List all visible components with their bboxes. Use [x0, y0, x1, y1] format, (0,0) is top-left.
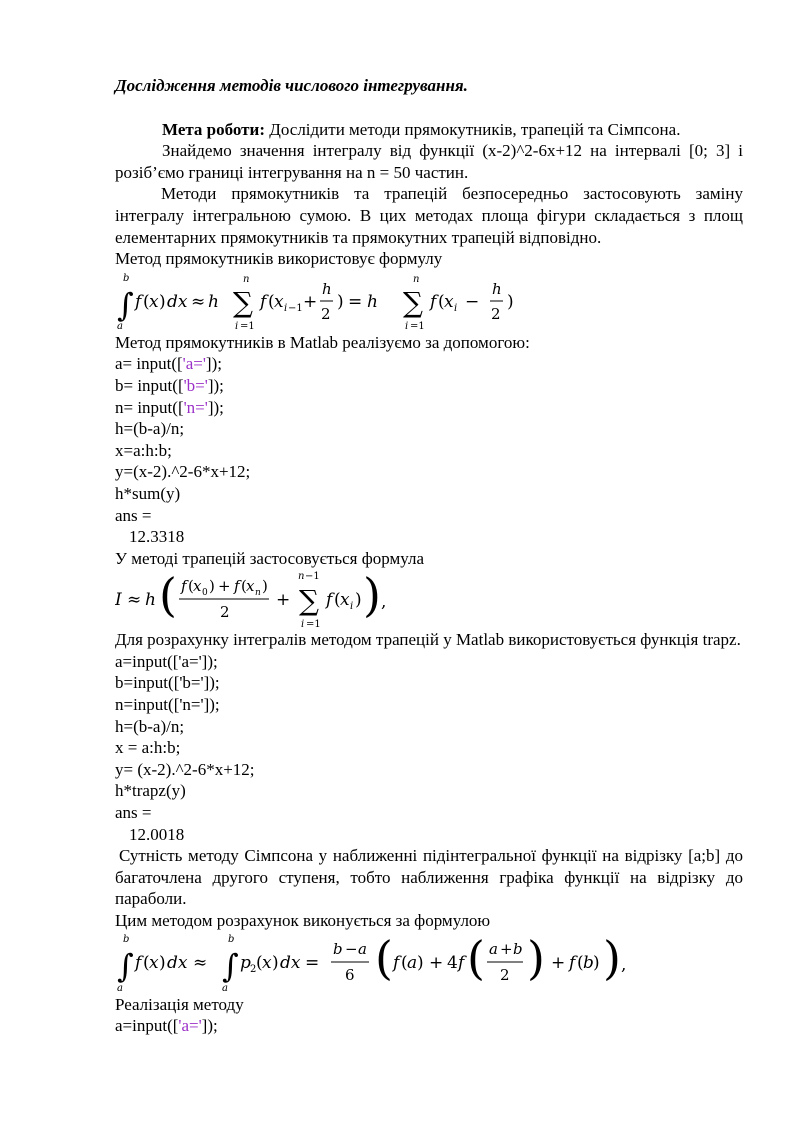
svg-text:2: 2	[220, 603, 230, 622]
svg-text:(: (	[159, 569, 177, 623]
svg-text:≈: ≈	[127, 590, 142, 611]
svg-text:(: (	[143, 952, 150, 973]
svg-text:=1: =1	[410, 320, 425, 332]
svg-text:a: a	[489, 939, 498, 958]
svg-text:n: n	[243, 273, 250, 285]
svg-text:b: b	[333, 939, 343, 958]
svg-text:4: 4	[447, 952, 458, 973]
svg-text:i: i	[235, 320, 239, 332]
rect-code-block	[115, 353, 743, 547]
svg-text:i: i	[284, 302, 288, 314]
code-line: ans =	[115, 505, 152, 525]
rect-result: 12.3318	[129, 527, 185, 547]
trap-formula	[115, 569, 743, 629]
svg-text:,: ,	[621, 954, 627, 975]
svg-text:(: (	[438, 291, 445, 312]
svg-text:(: (	[467, 931, 485, 985]
svg-text:x: x	[274, 291, 284, 312]
svg-text:∫: ∫	[117, 946, 134, 985]
svg-text:(: (	[375, 931, 393, 985]
svg-text:a: a	[117, 320, 123, 332]
svg-text:dx: dx	[280, 952, 301, 973]
code-line: y= (x-2).^2-6*x+12;	[115, 759, 255, 779]
code-line: n=input(['n=']);	[115, 695, 220, 715]
rect-matlab-intro: Метод прямокутників в Matlab реалізуємо за допомогою:	[115, 332, 530, 352]
code-line: x = a:h:b;	[115, 738, 181, 758]
svg-text:f: f	[234, 577, 240, 596]
svg-text:(: (	[188, 577, 194, 596]
intro-paragraph: Знайдемо значення інтегралу від функції (x-2)^2-6x+12 на інтервалі [0; 3] і розіб’ємо границі інтегрування на n = 50 частин.	[115, 141, 743, 182]
svg-text:): )	[272, 952, 279, 973]
svg-text:h: h	[208, 291, 219, 312]
svg-text:x: x	[149, 291, 159, 312]
code-line: a=input(['a=']);	[115, 651, 218, 671]
rect-formula	[115, 270, 743, 332]
svg-text:∑: ∑	[233, 285, 253, 319]
trap-code-block	[115, 651, 743, 845]
svg-text:=1: =1	[306, 619, 321, 630]
code-line: a= input(['a=']);	[115, 354, 222, 374]
trap-result: 12.0018	[129, 824, 185, 844]
svg-text:,: ,	[381, 592, 387, 613]
svg-text:h: h	[145, 590, 156, 611]
svg-text:∑: ∑	[403, 285, 423, 319]
impl-label: Реалізація методу	[115, 994, 244, 1014]
document-page	[115, 75, 743, 1037]
svg-text:(: (	[577, 952, 584, 973]
goal-text: Дослідити методи прямокутників, трапецій та Сімпсона.	[265, 119, 681, 139]
svg-text:): )	[417, 952, 424, 973]
svg-text:+: +	[551, 952, 566, 973]
svg-text:): )	[209, 577, 215, 596]
svg-text:n: n	[298, 571, 305, 583]
svg-text:+: +	[303, 291, 318, 312]
svg-text:+: +	[276, 590, 291, 611]
svg-text:): )	[363, 569, 381, 623]
svg-text:n: n	[413, 273, 420, 285]
trap-text: Для розрахунку інтегралів методом трапецій у Matlab використовується функція trapz.	[115, 630, 741, 650]
simpson-formula-intro: Цим методом розрахунок виконується за формулою	[115, 911, 491, 930]
svg-text:): )	[593, 952, 600, 973]
svg-text:x: x	[444, 291, 454, 312]
svg-text:2: 2	[491, 304, 501, 323]
svg-text:(: (	[334, 590, 341, 611]
svg-text:+: +	[500, 939, 513, 958]
svg-text:b: b	[123, 933, 130, 945]
svg-text:dx: dx	[167, 952, 188, 973]
svg-text:i: i	[405, 320, 409, 332]
goal-paragraph	[115, 119, 743, 141]
svg-text:(: (	[268, 291, 275, 312]
svg-text:(: (	[241, 577, 247, 596]
code-line: x=a:h:b;	[115, 440, 172, 460]
svg-text:I: I	[115, 590, 122, 611]
svg-text:): )	[262, 577, 268, 596]
svg-text:=1: =1	[240, 320, 255, 332]
svg-text:≈: ≈	[193, 952, 208, 973]
svg-text:a: a	[358, 939, 367, 958]
svg-text:f: f	[135, 291, 142, 312]
svg-text:6: 6	[345, 965, 355, 984]
code-line: b= input(['b=']);	[115, 375, 224, 395]
methods-paragraph: Методи прямокутників та трапецій безпосередньо застосовують заміну інтегралу інтегральною сумою. В цих методах площа фігури складається з площ елементарних прямокутників та прямокутних трапецій відповідно.	[115, 184, 743, 247]
svg-text:f: f	[393, 952, 400, 973]
svg-text:): )	[603, 931, 621, 985]
svg-text:f: f	[135, 952, 142, 973]
svg-text:0: 0	[202, 588, 208, 599]
code-line: h*sum(y)	[115, 483, 181, 503]
svg-text:−1: −1	[288, 302, 303, 314]
svg-text:(: (	[256, 952, 263, 973]
svg-text:x: x	[149, 952, 159, 973]
svg-text:b: b	[583, 952, 594, 973]
code-line: ans =	[115, 803, 152, 823]
svg-text:+: +	[218, 577, 231, 596]
svg-text:=: =	[348, 291, 363, 312]
svg-text:h: h	[367, 291, 378, 312]
code-line: n= input(['n=']);	[115, 397, 224, 417]
trap-formula-intro: У методі трапецій застосовується формула	[115, 548, 425, 568]
goal-label: Мета роботи:	[162, 119, 265, 139]
svg-text:−: −	[465, 291, 480, 312]
svg-text:a: a	[117, 982, 123, 994]
code-line: h=(b-a)/n;	[115, 419, 185, 439]
svg-text:a: a	[222, 982, 228, 994]
svg-text:−: −	[345, 939, 358, 958]
code-line: h=(b-a)/n;	[115, 716, 185, 736]
svg-text:2: 2	[250, 963, 257, 975]
simpson-text: Сутність методу Сімпсона у наближенні підінтегральної функції на відрізку [a;b] до багаточлена другого ступеня, тобто наближення графіка функції на відрізку до параболи.	[115, 846, 743, 909]
svg-text:): )	[159, 952, 166, 973]
svg-text:): )	[527, 931, 545, 985]
svg-text:∫: ∫	[222, 946, 239, 985]
svg-text:f: f	[181, 577, 187, 596]
svg-text:i: i	[301, 619, 305, 630]
svg-text:): )	[337, 291, 344, 312]
svg-text:(: (	[401, 952, 408, 973]
svg-text:+: +	[429, 952, 444, 973]
code-line: y=(x-2).^2-6*x+12;	[115, 462, 251, 482]
code-line: h*trapz(y)	[115, 781, 186, 801]
svg-text:x: x	[340, 590, 350, 611]
svg-text:b: b	[123, 272, 130, 284]
svg-text:f: f	[260, 291, 267, 312]
svg-text:f: f	[569, 952, 576, 973]
svg-text:i: i	[454, 302, 458, 314]
code-line: a=input(['a=']);	[115, 1016, 218, 1036]
svg-text:x: x	[262, 952, 272, 973]
document-title: Дослідження методів числового інтегрування.	[115, 76, 468, 95]
svg-text:n: n	[255, 588, 261, 599]
svg-text:≈: ≈	[191, 291, 206, 312]
svg-text:h: h	[492, 279, 502, 298]
rect-formula-intro: Метод прямокутників використовує формулу	[115, 249, 443, 269]
svg-text:h: h	[322, 279, 332, 298]
svg-text:=: =	[305, 952, 320, 973]
svg-text:x: x	[246, 577, 255, 596]
svg-text:dx: dx	[167, 291, 188, 312]
svg-text:b: b	[228, 933, 235, 945]
svg-text:): )	[355, 590, 362, 611]
svg-text:∑: ∑	[299, 584, 319, 618]
svg-text:f: f	[430, 291, 437, 312]
svg-text:b: b	[513, 939, 523, 958]
svg-text:x: x	[193, 577, 202, 596]
svg-text:f: f	[458, 952, 465, 973]
svg-text:2: 2	[321, 304, 331, 323]
svg-text:a: a	[407, 952, 418, 973]
svg-text:): )	[159, 291, 166, 312]
code-line: b=input(['b=']);	[115, 673, 220, 693]
svg-text:i: i	[350, 601, 354, 613]
svg-text:(: (	[143, 291, 150, 312]
svg-text:p: p	[240, 952, 251, 973]
svg-text:f: f	[326, 590, 333, 611]
svg-text:∫: ∫	[117, 285, 134, 324]
svg-text:−1: −1	[305, 571, 320, 583]
svg-text:): )	[507, 291, 514, 312]
svg-text:2: 2	[500, 965, 510, 984]
simpson-formula	[115, 932, 743, 994]
